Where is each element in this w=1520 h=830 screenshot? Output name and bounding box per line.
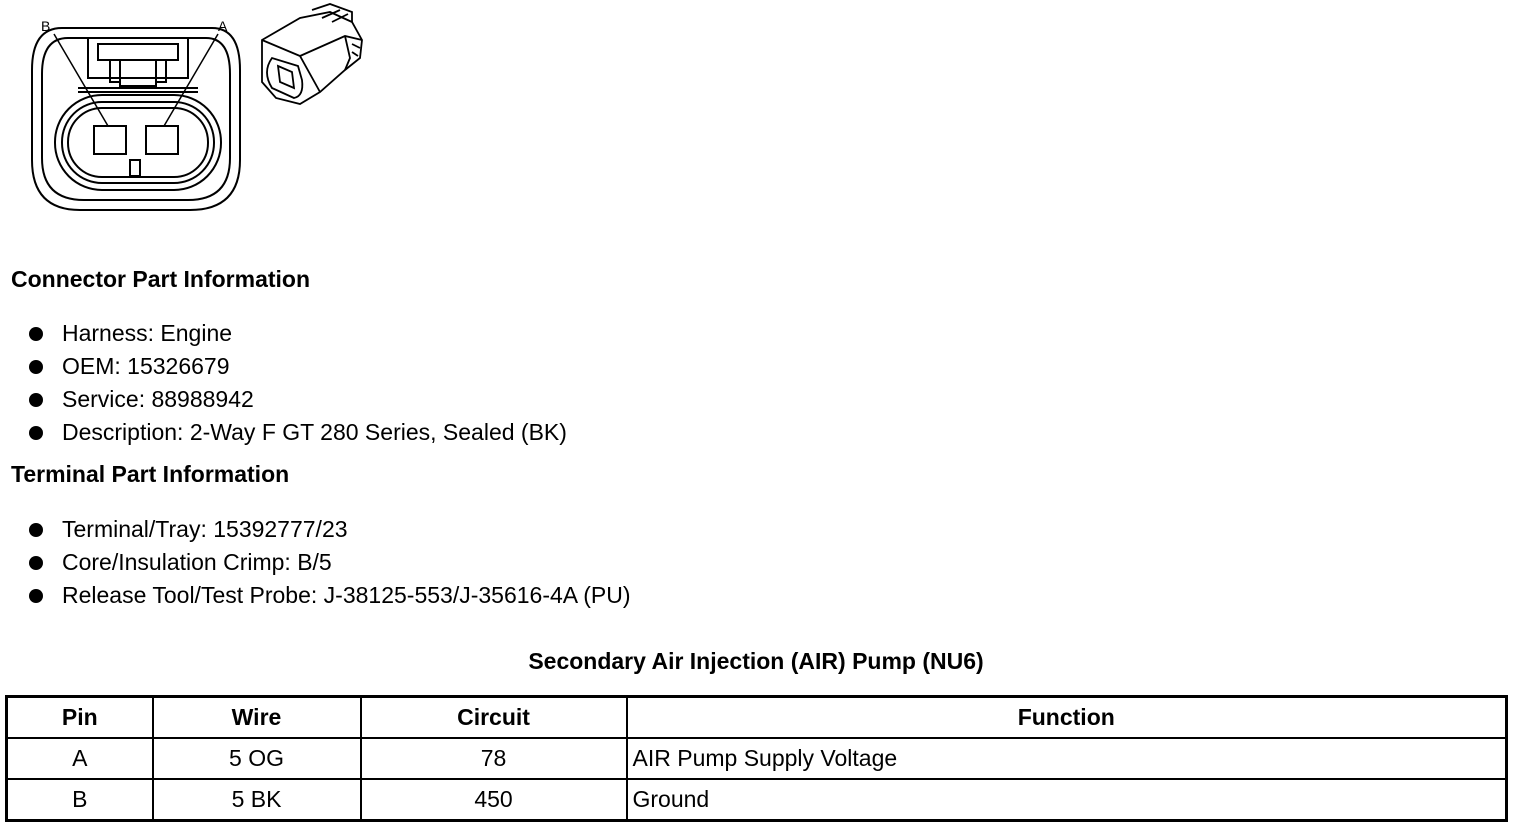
terminal-part-info-heading: Terminal Part Information xyxy=(11,461,290,487)
list-item: Release Tool/Test Probe: J-38125-553/J-35616-4A (PU) xyxy=(0,579,631,612)
table-row xyxy=(7,738,1507,779)
connector-diagram xyxy=(0,0,400,225)
pin-a-cavity xyxy=(146,126,178,154)
pin-a-label: A xyxy=(218,18,228,34)
table-header-row xyxy=(7,697,1507,739)
pin-b-label: B xyxy=(41,18,51,34)
list-item: Description: 2-Way F GT 280 Series, Sealed (BK) xyxy=(0,416,567,449)
list-item: Harness: Engine xyxy=(0,317,567,350)
list-item: OEM: 15326679 xyxy=(0,350,567,383)
table-row xyxy=(7,779,1507,821)
connector-3d-view xyxy=(262,4,362,104)
bullet-icon xyxy=(29,589,43,603)
col-header-function: Function xyxy=(627,697,1507,739)
terminal-info-list xyxy=(0,513,631,612)
cell-pin: A xyxy=(7,738,153,779)
bullet-icon xyxy=(29,393,43,407)
list-item: Service: 88988942 xyxy=(0,383,567,416)
pin-table xyxy=(5,695,1508,822)
connector-info-list xyxy=(0,317,567,449)
cell-circuit: 78 xyxy=(361,738,627,779)
cell-function: AIR Pump Supply Voltage xyxy=(627,738,1507,779)
col-header-circuit: Circuit xyxy=(361,697,627,739)
bullet-icon xyxy=(29,327,43,341)
cell-function: Ground xyxy=(627,779,1507,821)
bullet-icon xyxy=(29,556,43,570)
cell-pin: B xyxy=(7,779,153,821)
pin-table-title: Secondary Air Injection (AIR) Pump (NU6) xyxy=(528,648,984,674)
list-item: Terminal/Tray: 15392777/23 xyxy=(0,513,631,546)
col-header-pin: Pin xyxy=(7,697,153,739)
bullet-icon xyxy=(29,523,43,537)
bullet-icon xyxy=(29,360,43,374)
pin-b-cavity xyxy=(94,126,126,154)
col-header-wire: Wire xyxy=(153,697,361,739)
list-item: Core/Insulation Crimp: B/5 xyxy=(0,546,631,579)
cell-wire: 5 OG xyxy=(153,738,361,779)
connector-part-info-heading: Connector Part Information xyxy=(11,266,311,292)
bullet-icon xyxy=(29,426,43,440)
cell-wire: 5 BK xyxy=(153,779,361,821)
cell-circuit: 450 xyxy=(361,779,627,821)
